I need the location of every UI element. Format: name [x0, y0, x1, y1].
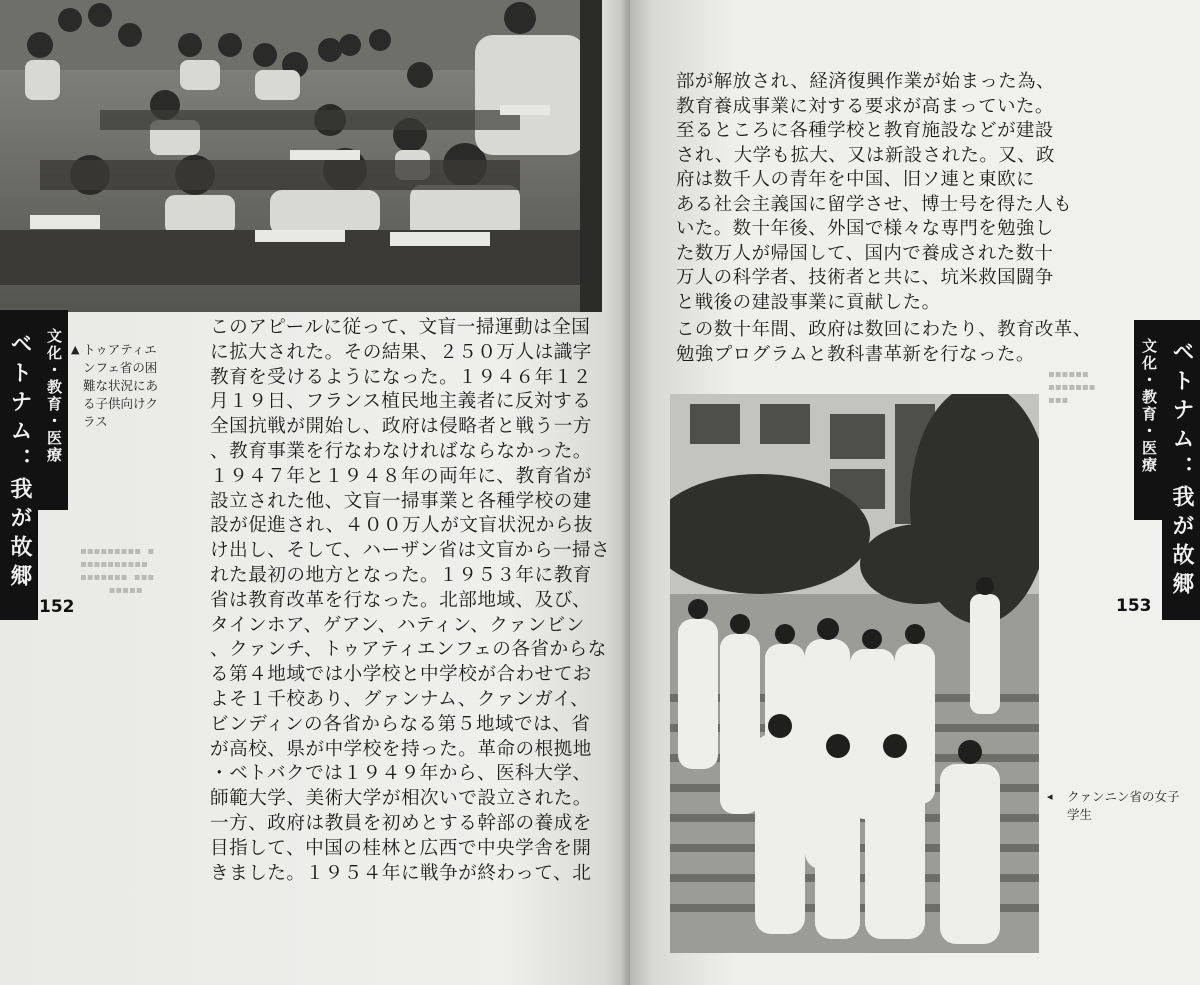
- left-sidebar-sub-band: [38, 310, 68, 510]
- caption-marker-triangle-up-icon: ▲: [71, 343, 80, 356]
- left-body-text: このアピールに従って、文盲一掃運動は全国 に拡大された。その結果、２５０万人は識字 教育を受けるようになった。１９４６年１２ 月１９日、フランス植民地主義者に反対する 全国抗戦が開始し、政府は侵略者と戦う一方 、教育事業を行なわなければならなかった。 １９４７年と１９４８年の両年に、教育省が 設立された他、文盲一掃事業と各種学校の建 設が促進され、４００万人が文盲状況から抜 け出し、そして、ハーザン省は文盲から一掃さ れた最初の地方となった。１９５３年に教育 省は教育改革を行なった。北部地域、及び、 タインホア、ゲアン、ハティン、クァンビン 、クァンチ、トゥアティエンフェの各省からな る第４地域では小学校と中学校が合わせてお よそ１千校あり、グァンナム、クァンガイ、 ビンディンの各省からなる第５地域では、省 が高校、県が中学校を持った。革命の根拠地 ・ベトバクでは１９４９年から、医科大学、 師範大学、美術大学が相次いで設立された。 一方、政府は教員を初めとする幹部の養成を 目指して、中国の桂林と広西で中央学舎を開 きました。１９５４年に戦争が終わって、北: [210, 317, 611, 884]
- right-page-number: 153: [1116, 596, 1152, 616]
- right-sidebar-subtitle: 文化・教育・医療: [1140, 338, 1158, 474]
- show-through-text-left: ▪▪▪▪▪▪▪▪▪ ▪ ▪▪▪▪▪▪▪▪▪▪ ▪▪▪▪▪▪▪ ▪▪▪ ▪▪▪▪▪: [80, 546, 155, 596]
- right-sidebar: [1162, 320, 1200, 620]
- right-body-text-bottom: この数十年間、政府は数回にわたり、教育改革、 勉強プログラムと教科書革新を行なった。: [676, 319, 1092, 365]
- left-sidebar: [0, 310, 38, 620]
- right-sidebar-title: ベトナム：我が故郷: [1169, 340, 1194, 601]
- left-photo-caption: トゥアティエ ンフェ省の困 難な状況にあ る子供向けク ラス: [83, 342, 159, 429]
- classroom-photo-drawing: [0, 0, 602, 312]
- left-sidebar-title: ベトナム：我が故郷: [7, 332, 32, 593]
- left-sidebar-subtitle: 文化・教育・医療: [45, 328, 63, 464]
- right-photo-caption: クァンニン省の女子 学生: [1067, 789, 1180, 822]
- show-through-text-right: ▪▪▪▪▪▪ ▪▪▪▪▪▪▪ ▪▪▪: [1048, 369, 1096, 406]
- caption-marker-triangle-left-icon: ◂: [1047, 790, 1053, 803]
- classroom-photo: [0, 0, 602, 312]
- schoolgirls-photo-drawing: [670, 394, 1039, 953]
- right-body-text-top: 部が解放され、経済復興作業が始まった為、 教育養成事業に対する要求が高まっていた。 至るところに各種学校と教育施設などが建設 され、大学も拡大、又は新設された。又、政 府は数千人の青年を中国、旧ソ連と東欧に ある社会主義国に留学させ、博士号を得た人も いた。数十年後、外国で様々な専門を勉強し た数万人が帰国して、国内で養成された数十 万人の科学者、技術者と共に、坑米救国闘争 と戦後の建設事業に貢献した。: [676, 71, 1073, 313]
- schoolgirls-photo: [670, 394, 1039, 953]
- left-page-number: 152: [39, 597, 75, 617]
- right-sidebar-sub-band: [1134, 320, 1162, 520]
